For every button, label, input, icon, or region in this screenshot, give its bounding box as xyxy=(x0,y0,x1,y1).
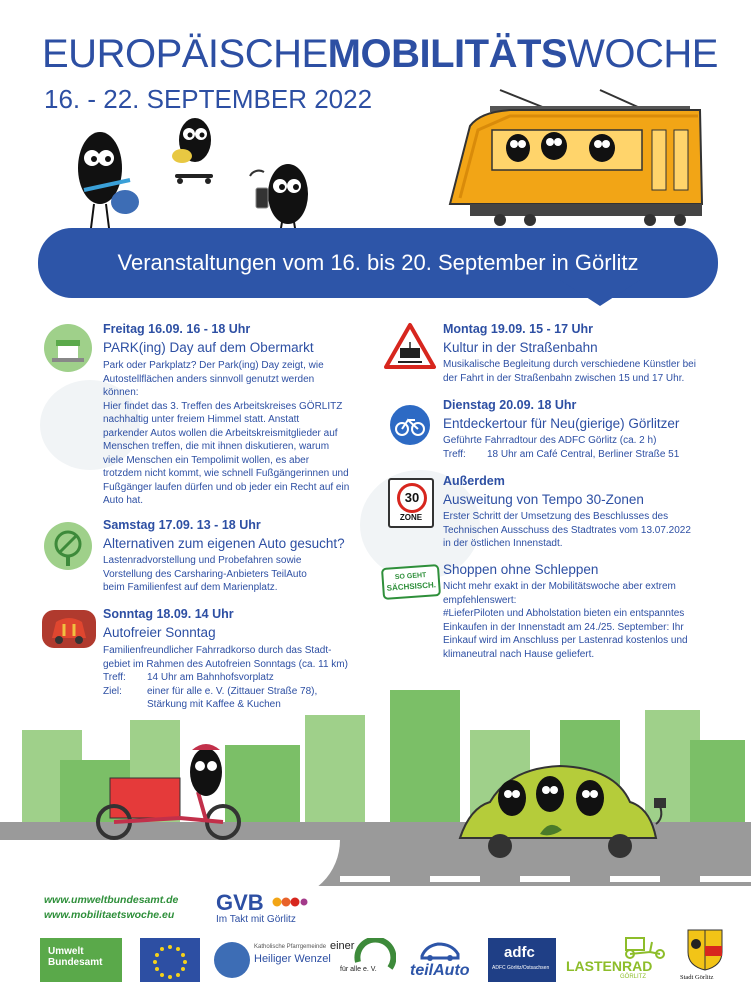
character-bag-icon xyxy=(78,132,139,236)
event-date: Freitag 16.09. 16 - 18 Uhr xyxy=(103,322,251,336)
event-description xyxy=(103,359,373,508)
event-line: Menschen treffen, die mit ihnen diskutieren, warum xyxy=(103,441,330,452)
event-date: Dienstag 20.09. 18 Uhr xyxy=(443,398,577,412)
row-label: Treff: xyxy=(443,448,466,460)
tram-warning-sign-icon xyxy=(384,322,436,370)
lastenrad-sub: GÖRLITZ xyxy=(620,974,647,980)
event-title: Shoppen ohne Schleppen xyxy=(443,562,599,577)
tempo-number: 30 xyxy=(397,483,427,513)
event-line: Familienfreundlicher Fahrradkorso durch das Stadt- xyxy=(103,645,332,656)
gvb-dots-icon xyxy=(272,896,308,908)
row-label: Treff: xyxy=(103,672,126,683)
event-title: Ausweitung von Tempo 30-Zonen xyxy=(443,492,644,507)
event-line: Geführte Fahrradtour des ADFC Görlitz (ca. 2 h) xyxy=(443,435,657,446)
autofreier-sonntag-icon xyxy=(42,610,96,648)
event-line: klimaneutral nach Hause geliefert. xyxy=(443,648,595,660)
event-description xyxy=(443,510,733,551)
event-description xyxy=(443,358,723,385)
sachsen-line: SO GEHT xyxy=(394,571,427,582)
zone-label: ZONE xyxy=(399,513,423,522)
event-line: Erster Schritt der Umsetzung des Beschlusses des xyxy=(443,511,669,522)
umweltbundesamt-logo xyxy=(40,938,122,982)
tempo-30-zone-sign-icon xyxy=(388,478,434,528)
cargo-bike-illustration xyxy=(88,742,258,842)
event-line: empfehlenswert: xyxy=(443,594,517,606)
event-title: Entdeckertour für Neu(gierige) Görlitzer xyxy=(443,416,680,431)
event-line: parkender Autos wollen die Arbeitskreismitglieder auf xyxy=(103,427,338,439)
title-part-mobilitaets: MOBILITÄTS xyxy=(327,32,568,76)
adfc-text: adfc xyxy=(504,944,535,961)
stadt-goerlitz-text: Stadt Görlitz xyxy=(680,974,714,981)
road-marking xyxy=(430,876,480,882)
event-line: Einkauf wird im Anschluss per Lastenrad kostenlos und xyxy=(443,635,688,646)
event-row xyxy=(103,671,393,685)
event-description xyxy=(443,434,723,461)
pfarrgemeinde-logo-icon xyxy=(214,942,250,978)
gvb-logo: GVB xyxy=(216,890,264,915)
parking-day-icon xyxy=(44,324,92,372)
event-line: Hier findet das 3. Treffen des Arbeitskreises GÖRLITZ xyxy=(103,400,343,412)
einer-fuer-alle-logo-icon xyxy=(352,938,396,982)
event-line: Technischen Ausschuss des Stadtrates vom 13.07.2022 xyxy=(443,524,691,536)
event-line: Park oder Parkplatz? Der Park(ing) Day zeigt, wie xyxy=(103,360,324,371)
event-line: Autostellflächen anders sinnvoll genutzt werden xyxy=(103,373,315,385)
characters-illustration xyxy=(70,110,330,245)
event-line: Nicht mehr exakt in der Mobilitätswoche aber extrem xyxy=(443,581,676,592)
event-row xyxy=(443,448,723,462)
lastenrad-logo: LASTENRAD xyxy=(566,958,653,974)
row-value: Stärkung mit Kaffee & Kuchen xyxy=(147,699,281,710)
bicycle-sign-icon xyxy=(387,402,433,448)
event-line: in der östlichen Innenstadt. xyxy=(443,538,563,549)
poster-dates: 16. - 22. SEPTEMBER 2022 xyxy=(44,84,373,114)
road-marking xyxy=(610,876,660,882)
sachsen-line: SÄCHSISCH. xyxy=(386,580,437,593)
adfc-sub: ADFC Görlitz/Ostsachsen xyxy=(492,965,550,971)
character-skateboard-icon xyxy=(172,118,213,184)
event-title: Kultur in der Straßenbahn xyxy=(443,340,598,355)
event-line: trotzdem nicht kommt, wie schnell Fußgängerinnen und xyxy=(103,468,349,479)
event-title: PARK(ing) Day auf dem Obermarkt xyxy=(103,340,314,355)
event-line: #LieferPiloten und Abholstation bieten ein entspanntes xyxy=(443,608,685,619)
event-line: Musikalische Begleitung durch verschiedene Künstler bei xyxy=(443,359,696,370)
event-title: Autofreier Sonntag xyxy=(103,625,216,640)
stadt-goerlitz-coat-of-arms-icon xyxy=(684,926,726,972)
event-date: Samstag 17.09. 13 - 18 Uhr xyxy=(103,518,261,532)
event-date: Montag 19.09. 15 - 17 Uhr xyxy=(443,322,594,336)
lastenrad-bike-icon xyxy=(622,936,668,960)
pfarr-small-text: Katholische Pfarrgemeinde xyxy=(254,944,327,950)
einer-text: einer xyxy=(330,940,355,952)
url-umweltbundesamt[interactable]: www.umweltbundesamt.de xyxy=(44,894,179,906)
so-geht-saechsisch-logo xyxy=(381,564,441,600)
event-description xyxy=(443,580,733,661)
title-part-woche: WOCHE xyxy=(567,32,718,76)
teilauto-car-icon xyxy=(418,940,462,962)
row-value: 18 Uhr am Café Central, Berliner Straße 51 xyxy=(487,448,680,460)
event-line: Fußgänger laufen dürfen und ob jeder ein Recht auf ein xyxy=(103,481,350,493)
event-description xyxy=(103,554,373,595)
event-line: können: xyxy=(103,387,139,398)
road-marking xyxy=(520,876,570,882)
row-label: Ziel: xyxy=(103,685,122,697)
event-line: nachhaltig unter freiem Himmel statt. Anstatt xyxy=(103,414,300,425)
event-line: Auto hat. xyxy=(103,495,144,506)
electric-car-illustration xyxy=(450,758,670,868)
pfarr-name: Heiliger Wenzel xyxy=(254,953,331,965)
event-title: Alternativen zum eigenen Auto gesucht? xyxy=(103,536,345,551)
adfc-logo xyxy=(488,938,556,982)
event-line: Lastenradvorstellung und Probefahren sowie xyxy=(103,555,302,566)
uba-line: Bundesamt xyxy=(48,957,103,968)
event-line: Einkaufen in der Innenstadt am 24./25. September: Ihr xyxy=(443,621,684,633)
row-value: einer für alle e. V. (Zittauer Straße 78), xyxy=(147,685,318,697)
url-mobilitaetswoche[interactable]: www.mobilitaetswoche.eu xyxy=(44,909,175,921)
character-phone-icon xyxy=(250,164,308,234)
poster-title xyxy=(42,34,718,74)
road-marking xyxy=(340,876,390,882)
teilauto-logo: teilAuto xyxy=(410,962,470,979)
event-date: Außerdem xyxy=(443,474,505,488)
event-line: Vorstellung des Carsharing-Anbieters TeilAuto xyxy=(103,568,307,580)
title-part-europaeische: EUROPÄISCHE xyxy=(42,32,328,76)
road-curve xyxy=(0,840,340,900)
event-line: der Fahrt in der Straßenbahn zwischen 15 und 17 Uhr. xyxy=(443,372,685,384)
no-car-icon xyxy=(44,522,92,570)
event-line: beim Familienfest auf dem Marienplatz. xyxy=(103,582,278,593)
event-line: viele Menschen ein Tempolimit wollen, es aber xyxy=(103,454,310,466)
eu-flag-icon xyxy=(140,938,200,982)
road-marking xyxy=(700,876,751,882)
event-date: Sonntag 18.09. 14 Uhr xyxy=(103,607,234,621)
banner-text: Veranstaltungen vom 16. bis 20. September in Görlitz xyxy=(117,250,639,275)
einer-sub-text: für alle e. V. xyxy=(340,966,377,973)
uba-line: Umwelt xyxy=(48,946,84,957)
tram-illustration xyxy=(430,86,720,231)
row-value: 14 Uhr am Bahnhofsvorplatz xyxy=(147,672,274,683)
event-line: gebiet im Rahmen des Autofreien Sonntags (ca. 11 km) xyxy=(103,658,348,670)
gvb-tagline: Im Takt mit Görlitz xyxy=(216,914,296,925)
